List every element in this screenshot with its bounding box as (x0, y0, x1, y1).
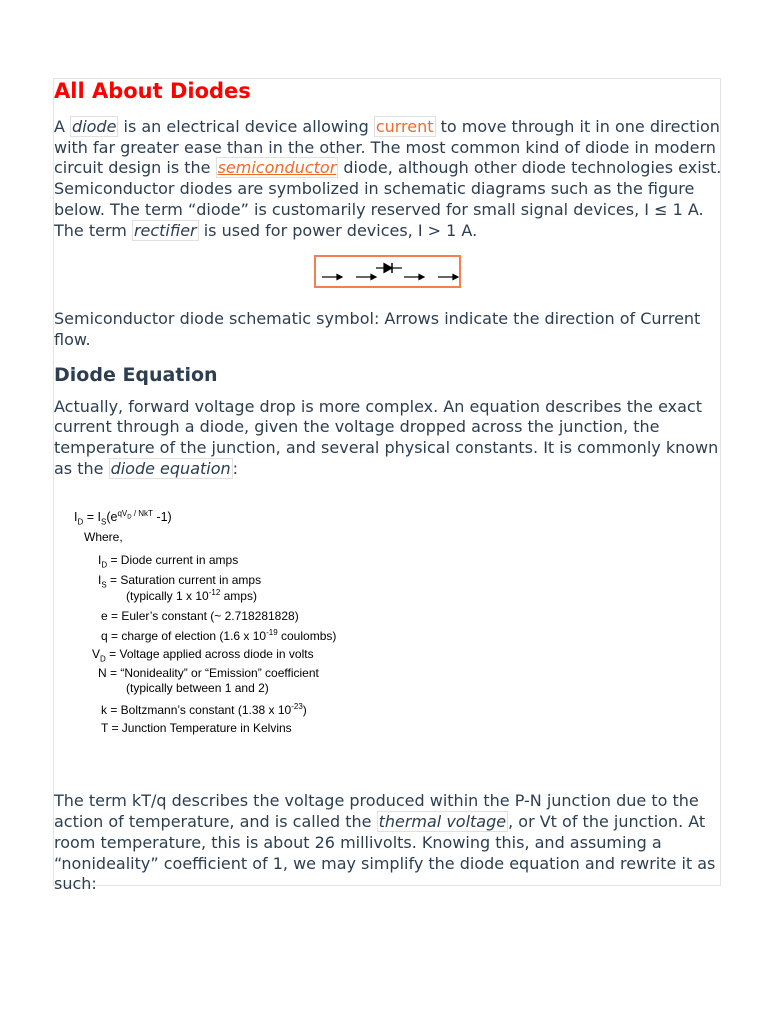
figure-caption: Semiconductor diode schematic symbol: Arrows indicate the direction of Current flow. (54, 309, 701, 349)
equation-t: T = Junction Temperature in Kelvins (101, 721, 292, 736)
intro-text-3: to move through it in one direction with far greater ease than in the other. The most common kind of diode in modern circuit design is the (54, 117, 720, 178)
equation-is-note: (typically 1 x $10^{-12}$ amps) (126, 588, 257, 604)
diode-figure (54, 255, 722, 307)
eq-intro-text-1: Actually, forward voltage drop is more complex. An equation describes the exact current through a diode, given the voltage dropped across the junction, the temperature of the junction, and several physical constants. It is commonly known as the (54, 396, 719, 478)
diode-equation-image (54, 499, 722, 767)
thermal-voltage-paragraph (54, 791, 722, 895)
equation-intro-paragraph (54, 397, 722, 480)
equation-id: $I_D$ = Diode current in amps (98, 553, 239, 570)
current-link[interactable]: current (375, 117, 434, 136)
equation-n-note: (typically between 1 and 2) (126, 681, 269, 696)
equation-k: k = Boltzmann’s constant (1.38 x $10^{-23}$) (101, 702, 307, 718)
term-rectifier: rectifier (133, 220, 197, 240)
intro-text-4: diode, although other diode technologies exist. Semiconductor diodes are symbolized in schematic diagrams such as the figure below. The term “diode” is customarily reserved for small signal devices, I ≤ 1 A. The term (54, 158, 722, 240)
diode-schematic-image (314, 255, 461, 288)
thermal-text-1: The term kT/q describes the voltage produced within the P-N junction due to the action of temperature, and is called the (54, 791, 699, 832)
equation-vd: $V_D$ = Voltage applied across diode in volts (92, 647, 314, 664)
eq-intro-text-2: : (232, 458, 239, 478)
page-title: All About Diodes (54, 79, 251, 103)
equation-q: q = charge of election (1.6 x $10^{-19}$ coulombs) (101, 628, 337, 644)
intro-text-1: A (54, 117, 71, 136)
semiconductor-link[interactable]: semiconductor (217, 158, 337, 178)
equation-main: $I_D = I_S(e^{qV_D / NkT}$ -1) (74, 509, 172, 528)
term-diode-equation: diode equation (110, 458, 231, 478)
diode-symbol-icon (316, 257, 459, 286)
equation-is: $I_S$ = Saturation current in amps (98, 573, 262, 590)
intro-paragraph (54, 117, 722, 241)
term-thermal-voltage: thermal voltage (378, 812, 507, 832)
section-heading: Diode Equation (54, 363, 218, 386)
thermal-text-2: , or Vt of the junction. At room temperature, this is about 26 millivolts. Knowing this, and assuming a “nonideality” coefficient of 1, we may simplify the diode equation and rewrite it as such: (54, 812, 716, 894)
intro-text-5: is used for power devices, I > 1 A. (198, 220, 478, 240)
intro-text-2: is an electrical device allowing (118, 117, 374, 136)
equation-e: e = Euler’s constant (~ 2.718281828) (101, 609, 299, 624)
equation-n: N = “Nonideality” or “Emission” coefficient (98, 666, 319, 681)
equation-where: Where, (84, 530, 123, 545)
article-content (54, 78, 722, 895)
term-diode: diode (72, 117, 117, 136)
